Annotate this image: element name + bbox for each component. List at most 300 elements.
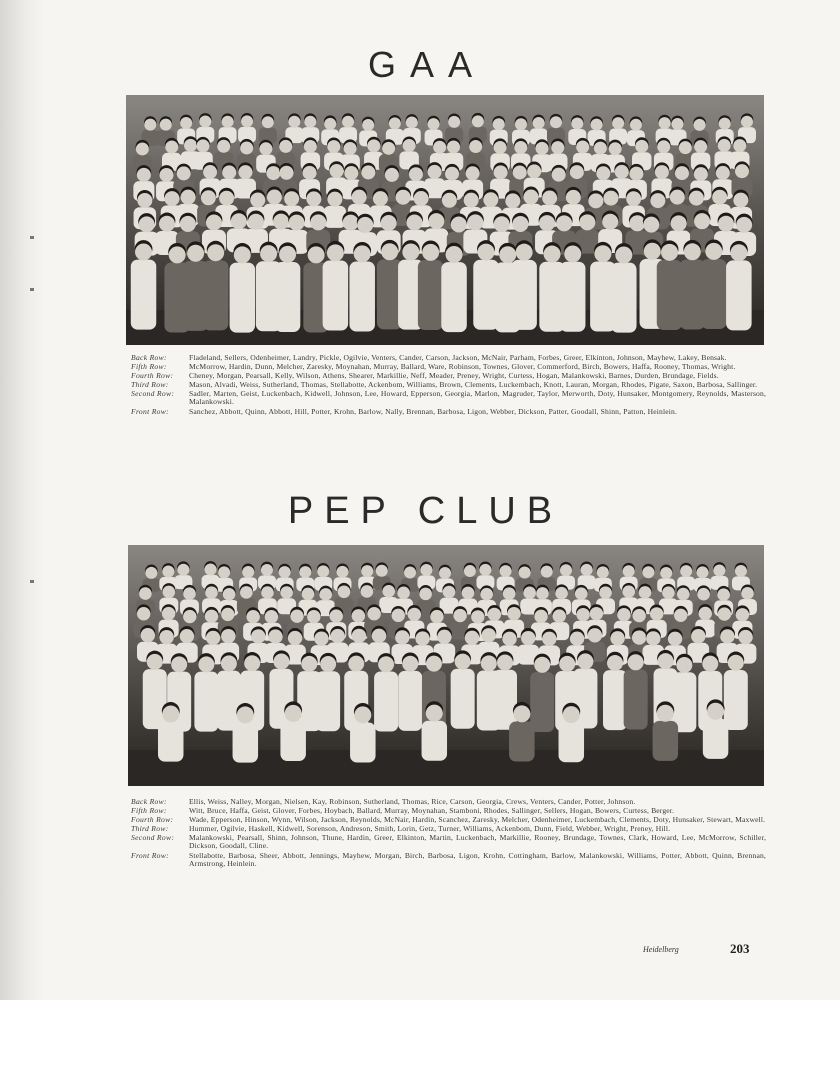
person-face — [570, 632, 584, 646]
person-face — [448, 116, 460, 128]
row-names: Sanchez, Abbott, Quinn, Abbott, Hill, Potter, Krohn, Barlow, Nally, Brennan, Barbosa, Ligon, Webber, Dickson, Patter, Goodall, Shinn, Patton, Heinlein. — [189, 406, 678, 416]
person-face — [630, 119, 642, 131]
person-face — [576, 140, 589, 153]
person-face — [433, 141, 446, 154]
person-face — [279, 566, 291, 578]
person-face — [198, 656, 214, 672]
person-face — [238, 165, 252, 179]
person-face — [327, 140, 340, 153]
person-face — [628, 654, 644, 670]
person-body — [349, 262, 375, 332]
person-face — [590, 607, 603, 620]
person-face — [362, 119, 374, 131]
person-face — [741, 116, 753, 128]
row-label: Back Row: — [131, 797, 167, 806]
person-face — [707, 703, 724, 720]
person-face — [137, 168, 151, 182]
person-face — [632, 630, 646, 644]
person-face — [163, 586, 176, 599]
person-face — [635, 140, 648, 153]
person-face — [415, 631, 429, 645]
person-face — [203, 165, 217, 179]
person-face — [670, 190, 685, 205]
row-label: Fifth Row: — [131, 362, 167, 372]
person-face — [439, 567, 451, 579]
person-face — [733, 193, 748, 208]
pep-club-group-photo — [128, 545, 764, 786]
person-face — [576, 608, 589, 621]
person-face — [603, 191, 618, 206]
row-names: Malankowski, Pearsall, Shinn, Johnson, Thune, Hardin, Greer, Elkinton, Martin, Luckenbach, Markillie, Rooney, Brundage, Townes, Clark, Howard, Lee, McMorrow, Schiller, Dickson, Goodall, Cline. — [189, 833, 766, 851]
person-body — [624, 669, 648, 729]
row-names: Witt, Bruce, Haffa, Geist, Glover, Forbes, Hoybach, Ballard, Murray, Moynahan, Stamboni, Rhodes, Sallinger, Sellers, Hogan, Bowers, Curtess, Berger. — [189, 806, 675, 816]
person-face — [671, 215, 687, 231]
person-face — [679, 141, 692, 154]
person-face — [505, 193, 520, 208]
person-face — [259, 142, 272, 155]
person-face — [661, 244, 678, 261]
person-face — [480, 588, 493, 601]
person-face — [404, 567, 416, 579]
person-face — [622, 585, 635, 598]
person-face — [718, 607, 731, 620]
person-face — [306, 191, 321, 206]
person-face — [646, 631, 660, 645]
row-label: Second Row: — [131, 833, 175, 843]
person-face — [718, 216, 734, 232]
person-face — [556, 215, 572, 231]
gaa-caption — [131, 354, 766, 417]
person-face — [196, 139, 209, 152]
person-face — [712, 190, 727, 205]
person-face — [615, 165, 629, 179]
person-face — [145, 567, 157, 579]
person-face — [267, 190, 282, 205]
person-face — [237, 706, 254, 723]
person-face — [382, 585, 395, 598]
person-body — [441, 262, 467, 332]
person-face — [550, 116, 562, 128]
person-face — [632, 609, 645, 622]
person-face — [577, 653, 593, 669]
person-face — [735, 565, 747, 577]
person-face — [304, 116, 316, 128]
person-body — [473, 260, 499, 330]
person-face — [248, 214, 264, 230]
page-number: 203 — [730, 941, 750, 956]
person-face — [177, 166, 191, 180]
person-face — [481, 655, 497, 671]
person-body — [653, 721, 679, 761]
person-face — [728, 655, 744, 671]
person-face — [428, 165, 442, 179]
person-face — [676, 657, 692, 673]
row-names: Fladeland, Sellers, Odenheimer, Landry, Pickle, Ogilvie, Venters, Cander, Carson, Jackson, McNair, Parham, Forbes, Greer, Elkinton, Johnson, Mayhew, Lakey, Bensak. — [189, 353, 727, 362]
person-face — [280, 166, 294, 180]
person-face — [694, 167, 708, 181]
person-face — [594, 245, 611, 262]
person-body — [194, 672, 218, 732]
gaa-group-photo — [126, 95, 764, 345]
person-face — [720, 629, 734, 643]
person-face — [626, 191, 641, 206]
person-face — [570, 165, 584, 179]
person-face — [381, 243, 398, 260]
gaa-row-fourth — [131, 372, 766, 380]
person-body — [323, 260, 349, 330]
person-face — [260, 245, 277, 262]
person-face — [169, 246, 186, 263]
row-label: Second Row: — [131, 389, 175, 399]
person-face — [372, 629, 386, 643]
person-face — [402, 656, 418, 672]
person-face — [430, 610, 443, 623]
person-face — [357, 217, 373, 233]
gaa-row-fifth — [131, 363, 766, 371]
person-face — [497, 655, 513, 671]
person-face — [162, 607, 175, 620]
person-face — [330, 609, 343, 622]
person-face — [137, 193, 152, 208]
row-names: Hummer, Ogilvie, Haskell, Kidwell, Sorenson, Andreson, Smith, Lorin, Getz, Turner, Williams, Ackenbom, Dunn, Field, Webber, Wright, Preney, Hill. — [189, 824, 671, 834]
row-names: Mason, Alvadi, Weiss, Sutherland, Thomas, Stellabotte, Ackenbom, Williams, Brown, Clements, Luckembach, Knott, Lauran, Morgan, Rhodes, Pigate, Saxon, Barbosa, Sallinger. — [189, 380, 758, 390]
person-face — [610, 631, 624, 645]
person-face — [367, 139, 380, 152]
person-face — [246, 610, 259, 623]
person-face — [162, 565, 174, 577]
person-face — [717, 588, 730, 601]
person-face — [650, 193, 665, 208]
person-face — [240, 141, 253, 154]
person-face — [684, 243, 701, 260]
row-names: Wade, Epperson, Hinson, Wynn, Wilson, Jackson, Reynolds, McNair, Hardin, Scanchez, Zaresky, Melcher, Odenheimer, Luckembach, Clements, Doty, Hunsaker, Stewart, Maxwell. — [189, 815, 766, 825]
person-face — [183, 587, 196, 600]
person-face — [563, 706, 580, 723]
person-face — [285, 705, 302, 722]
person-face — [500, 565, 512, 577]
person-face — [536, 587, 549, 600]
person-face — [469, 140, 482, 153]
person-face — [718, 139, 731, 152]
person-face — [642, 566, 654, 578]
person-face — [181, 190, 196, 205]
person-face — [338, 585, 351, 598]
edge-mark — [30, 580, 34, 583]
person-face — [542, 190, 557, 205]
person-face — [240, 586, 253, 599]
person-face — [376, 565, 388, 577]
person-face — [139, 216, 155, 232]
person-face — [502, 632, 516, 646]
person-face — [352, 629, 366, 643]
person-face — [479, 564, 491, 576]
row-names: Ellis, Weiss, Nalley, Morgan, Nielsen, Kay, Robinson, Sutherland, Thomas, Rice, Carson, Georgia, Crews, Venters, Cander, Potter, Johnson. — [189, 797, 636, 806]
person-face — [280, 586, 293, 599]
person-face — [702, 656, 718, 672]
person-face — [343, 215, 359, 231]
person-face — [304, 140, 317, 153]
person-face — [330, 164, 344, 178]
person-face — [575, 587, 588, 600]
person-body — [203, 260, 229, 330]
person-face — [447, 140, 460, 153]
person-face — [342, 116, 354, 128]
person-face — [523, 190, 538, 205]
person-face — [534, 610, 547, 623]
person-face — [279, 246, 296, 263]
pep-row-third — [131, 825, 766, 833]
person-face — [201, 190, 216, 205]
person-body — [350, 722, 376, 762]
person-face — [662, 586, 675, 599]
person-face — [219, 191, 234, 206]
person-face — [677, 588, 690, 601]
person-face — [560, 564, 572, 576]
person-face — [467, 214, 483, 230]
person-body — [726, 260, 752, 330]
person-face — [615, 246, 632, 263]
person-face — [462, 587, 475, 600]
person-face — [428, 213, 444, 229]
person-body — [316, 671, 340, 731]
person-face — [352, 609, 365, 622]
person-face — [330, 629, 344, 643]
person-face — [234, 246, 251, 263]
person-face — [736, 608, 749, 621]
person-face — [396, 190, 411, 205]
person-face — [288, 116, 300, 128]
person-face — [389, 117, 401, 129]
person-face — [327, 192, 342, 207]
person-face — [244, 655, 260, 671]
person-body — [398, 671, 422, 731]
person-face — [177, 564, 189, 576]
person-face — [643, 217, 659, 233]
person-face — [250, 193, 265, 208]
person-face — [657, 705, 674, 722]
person-face — [521, 631, 535, 645]
person-face — [302, 588, 315, 601]
person-face — [222, 165, 236, 179]
person-body — [422, 721, 448, 761]
person-face — [535, 142, 548, 155]
person-body — [217, 671, 241, 731]
person-face — [137, 607, 150, 620]
person-face — [541, 566, 553, 578]
person-face — [319, 588, 332, 601]
person-face — [658, 653, 674, 669]
person-body — [559, 722, 585, 762]
person-face — [488, 608, 501, 621]
row-label: Fourth Row: — [131, 371, 174, 381]
person-face — [609, 142, 622, 155]
person-face — [180, 629, 194, 643]
person-face — [422, 244, 439, 261]
row-label: Back Row: — [131, 353, 167, 362]
person-face — [135, 243, 152, 260]
person-face — [713, 564, 725, 576]
person-face — [689, 191, 704, 206]
person-face — [266, 166, 280, 180]
person-face — [733, 139, 746, 152]
person-face — [141, 628, 155, 642]
person-face — [551, 141, 564, 154]
person-face — [310, 214, 326, 230]
person-face — [599, 586, 612, 599]
person-face — [471, 610, 484, 623]
person-face — [385, 168, 399, 182]
person-face — [735, 164, 749, 178]
person-face — [344, 142, 357, 155]
person-body — [451, 669, 475, 729]
person-face — [402, 243, 419, 260]
person-face — [623, 565, 635, 577]
row-label: Third Row: — [131, 824, 169, 834]
row-label: Third Row: — [131, 380, 169, 390]
person-face — [697, 588, 710, 601]
person-face — [165, 140, 178, 153]
person-face — [317, 565, 329, 577]
person-face — [465, 631, 479, 645]
person-body — [233, 723, 259, 763]
person-face — [308, 246, 325, 263]
person-face — [288, 631, 302, 645]
person-body — [509, 721, 535, 761]
person-body — [374, 671, 398, 731]
person-face — [588, 193, 603, 208]
person-face — [542, 632, 556, 646]
person-face — [373, 191, 388, 206]
person-face — [144, 119, 156, 131]
person-face — [392, 609, 405, 622]
row-label: Fourth Row: — [131, 815, 174, 825]
person-face — [382, 142, 395, 155]
person-face — [361, 585, 374, 598]
person-face — [660, 567, 672, 579]
person-face — [354, 245, 371, 262]
person-face — [403, 139, 416, 152]
person-face — [184, 139, 197, 152]
person-face — [261, 564, 273, 576]
person-face — [284, 191, 299, 206]
person-face — [657, 140, 670, 153]
person-face — [446, 246, 463, 263]
person-face — [738, 630, 752, 644]
person-face — [552, 168, 566, 182]
pep-row-fifth — [131, 807, 766, 815]
person-face — [314, 631, 328, 645]
person-face — [409, 167, 423, 181]
person-face — [199, 115, 211, 127]
person-face — [607, 655, 623, 671]
person-face — [428, 118, 440, 130]
gaa-title: GAA — [367, 44, 487, 85]
edge-mark — [30, 288, 34, 291]
person-face — [445, 167, 459, 181]
person-face — [516, 244, 533, 261]
pep-row-fourth — [131, 816, 766, 824]
person-face — [451, 217, 467, 233]
person-face — [559, 656, 575, 672]
person-face — [354, 706, 371, 723]
person-face — [680, 565, 692, 577]
person-face — [478, 244, 495, 261]
person-face — [164, 191, 179, 206]
person-face — [639, 586, 652, 599]
person-face — [617, 608, 630, 621]
pep-row-front — [131, 852, 766, 868]
person-face — [426, 705, 443, 722]
person-face — [242, 566, 254, 578]
person-face — [629, 167, 643, 181]
person-face — [289, 215, 305, 231]
edge-mark — [30, 236, 34, 239]
person-body — [560, 262, 586, 332]
person-face — [361, 565, 373, 577]
person-face — [694, 119, 706, 131]
person-face — [279, 140, 292, 153]
person-face — [736, 217, 752, 233]
person-body — [657, 260, 683, 330]
person-face — [602, 214, 618, 230]
person-face — [180, 117, 192, 129]
pep-row-back — [131, 798, 766, 806]
person-face — [397, 587, 410, 600]
person-face — [136, 142, 149, 155]
person-face — [513, 705, 530, 722]
person-face — [420, 564, 432, 576]
person-face — [716, 166, 730, 180]
person-face — [273, 654, 289, 670]
person-face — [539, 215, 555, 231]
person-face — [472, 115, 484, 127]
person-face — [650, 607, 663, 620]
person-face — [221, 655, 237, 671]
person-face — [324, 118, 336, 130]
person-face — [494, 165, 508, 179]
person-face — [483, 192, 498, 207]
person-face — [730, 244, 747, 261]
person-face — [719, 118, 731, 130]
person-body — [701, 259, 727, 329]
person-face — [523, 587, 536, 600]
person-face — [519, 567, 531, 579]
person-face — [268, 629, 282, 643]
person-face — [207, 244, 224, 261]
row-names: Stellabotte, Barbosa, Sheer, Abbott, Jennings, Mayhew, Morgan, Birch, Barbosa, Ligon, Krohn, Cottingham, Barlow, Malankowski, Williams, Potter, Abbott, Quinn, Brennan, Armstrong, Heinlein. — [189, 850, 766, 868]
gaa-row-back — [131, 354, 766, 362]
person-face — [694, 140, 707, 153]
person-face — [544, 246, 561, 263]
person-face — [307, 610, 320, 623]
person-face — [453, 609, 466, 622]
person-face — [507, 607, 520, 620]
pep-club-caption — [131, 798, 766, 869]
person-face — [367, 607, 380, 620]
person-face — [273, 214, 289, 230]
person-face — [221, 608, 234, 621]
person-face — [674, 609, 687, 622]
person-face — [344, 166, 358, 180]
row-label: Fifth Row: — [131, 806, 167, 816]
person-face — [513, 165, 527, 179]
person-body — [703, 719, 729, 759]
person-face — [251, 629, 265, 643]
person-face — [705, 243, 722, 260]
person-face — [494, 216, 510, 232]
row-names: Sadler, Marten, Geist, Luckenbach, Kidwell, Johnson, Lee, Howard, Epperson, Georgia, Marlon, Magruder, Taylor, Merworth, Doty, Hunsaker, Montgomery, Reynolds, Masterson, Malankowski. — [189, 389, 766, 407]
gaa-row-third — [131, 381, 766, 389]
